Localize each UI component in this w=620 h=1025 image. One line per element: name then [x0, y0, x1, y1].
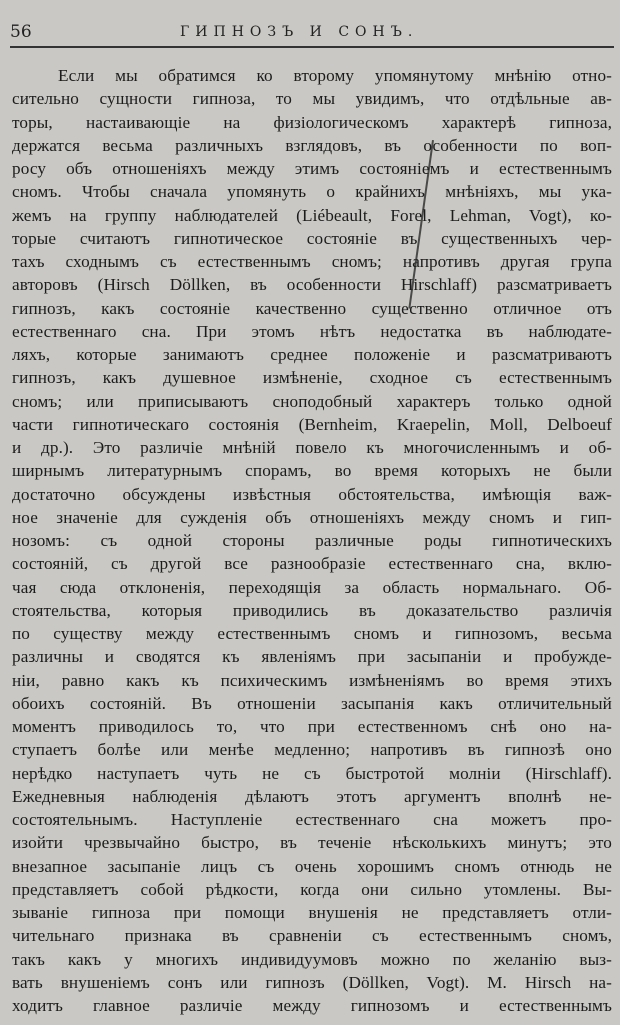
running-title: ГИПНОЗЪ И СОНЪ.: [180, 24, 419, 40]
text-line: торы, настаивающіе на физіологическомъ характерѣ гипноза,: [12, 112, 612, 132]
text-line: Ежедневныя наблюденія дѣлаютъ этотъ аргументъ вполнѣ не-: [12, 786, 612, 806]
text-line: состояній, съ другой все разнообразіе естественнаго сна, вклю-: [12, 554, 612, 574]
text-line: ное значеніе для сужденія объ отношеніяхъ между сномъ и гип-: [12, 507, 612, 527]
text-line: сномъ. Чтобы сначала упомянуть о крайнихъ мнѣніяхъ, мы ука-: [12, 182, 612, 202]
text-line: торые считаютъ гипнотическое состояніе въ существенныхъ чер-: [12, 228, 612, 248]
text-line: гипнозъ, какъ состояніе качественно существенно отличное отъ: [12, 298, 612, 318]
body-text: [12, 64, 612, 1017]
page-number: 56: [10, 22, 32, 42]
text-line: естественнаго сна. При этомъ нѣтъ недостатка въ наблюдате-: [12, 321, 612, 341]
text-line: достаточно обсуждены извѣстныя обстоятельства, имѣющія важ-: [12, 484, 612, 504]
text-line: росу объ отношеніяхъ между этимъ состояніемъ и естественнымъ: [12, 159, 612, 178]
text-line: различны и сводятся къ явленіямъ при засыпаніи и пробужде-: [12, 647, 612, 667]
page-header: [10, 22, 610, 48]
text-line: стоятельства, которыя приводились въ доказательство различія: [12, 600, 612, 620]
text-line: и др.). Это различіе мнѣній повело къ многочисленнымъ и об-: [12, 438, 612, 457]
text-line: ходитъ главное различіе между гипнозомъ и естественнымъ: [12, 996, 612, 1015]
text-line: по существу между естественнымъ сномъ и гипнозомъ, весьма: [12, 624, 612, 643]
text-line: чительнаго признака въ сравненіи съ естественнымъ сномъ,: [12, 926, 612, 946]
text-line: ширнымъ литературнымъ спорамъ, во время которыхъ не были: [12, 461, 612, 481]
text-line: представляетъ собой рѣдкости, когда они сильно утомлены. Вы-: [12, 879, 612, 899]
text-line: жемъ на группу наблюдателей (Liébeault, Forel, Lehman, Vogt), ко-: [12, 205, 612, 225]
text-line: авторовъ (Hirsch Döllken, въ особенности Hirschlaff) разсматриваетъ: [12, 275, 612, 295]
text-line: гипнозъ, какъ душевное измѣненіе, сходное съ естественнымъ: [12, 368, 612, 388]
text-line: части гипнотическаго состоянія (Bernheim, Kraepelin, Moll, Delboeuf: [12, 414, 612, 434]
text-line: обоихъ состояній. Въ отношеніи засыпанія какъ отличительный: [12, 693, 612, 713]
text-line: нозомъ: съ одной стороны различные роды гипнотическихъ: [12, 531, 612, 550]
text-line: ляхъ, которые занимаютъ среднее положеніе и разсматриваютъ: [12, 345, 612, 364]
text-line: сительно сущности гипноза, то мы увидимъ, что отдѣльные ав-: [12, 89, 612, 109]
text-line: нерѣдко наступаетъ чуть не съ быстротой молніи (Hirschlaff).: [12, 763, 612, 783]
text-line: тахъ сходнымъ съ естественнымъ сномъ; напротивъ другая група: [12, 252, 612, 271]
text-line: Если мы обратимся ко второму упомянутому мнѣнію отно-: [58, 66, 612, 85]
text-line: такъ какъ у многихъ индивидуумовъ можно по желанію выз-: [12, 949, 612, 969]
text-line: внезапное засыпаніе лицъ съ очень хорошимъ сномъ отнюдь не: [12, 856, 612, 876]
text-line: изойти чрезвычайно быстро, въ теченіе нѣсколькихъ минутъ; это: [12, 833, 612, 853]
text-line: держатся весьма различныхъ взглядовъ, въ особенности по воп-: [12, 135, 612, 155]
text-line: моментъ приводилось то, что при естественномъ снѣ оно на-: [12, 717, 612, 736]
text-line: состоятельнымъ. Наступленіе естественнаго сна можетъ про-: [12, 810, 612, 829]
text-line: зываніе гипноза при помощи внушенія не представляетъ отли-: [12, 903, 612, 922]
text-line: ступаетъ болѣе или менѣе медленно; напротивъ въ гипнозѣ оно: [12, 740, 612, 760]
text-line: сномъ; или приписываютъ сноподобный характеръ только одной: [12, 391, 612, 411]
text-line: ніи, равно какъ къ психическимъ измѣненіямъ во время этихъ: [12, 670, 612, 690]
text-line: вать внушеніемъ сонъ или гипнозъ (Döllken, Vogt). M. Hirsch на-: [12, 972, 612, 992]
header-rule: [10, 46, 614, 48]
text-line: чая сюда отклоненія, переходящія за область нормальнаго. Об-: [12, 577, 612, 597]
